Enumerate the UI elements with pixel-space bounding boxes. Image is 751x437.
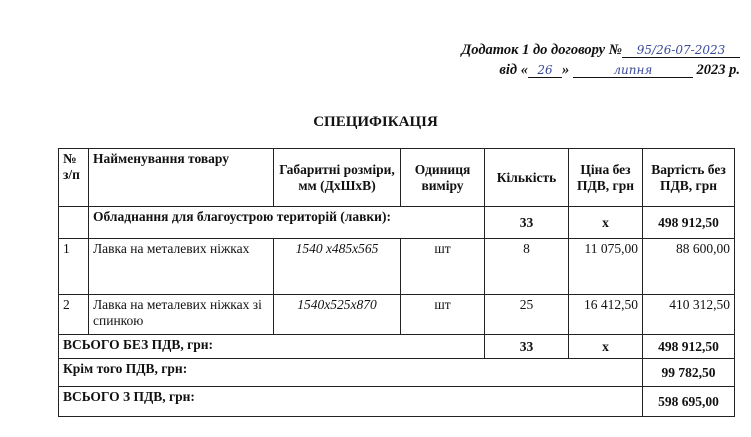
table-row	[59, 295, 735, 335]
group-num	[59, 207, 89, 239]
date-month-handwritten: липня	[573, 63, 693, 78]
table-header-row	[59, 149, 735, 207]
date-prefix: від «	[499, 62, 528, 78]
summary-row-total-with-vat	[59, 387, 735, 417]
specification-table	[58, 148, 735, 417]
header-name: Найменування товару	[89, 149, 274, 207]
group-name: Обладнання для благоустрою територій (лавки):	[89, 207, 485, 239]
row-name: Лавка на металевих ніжках	[89, 239, 274, 295]
row-total: 410 312,50	[643, 295, 735, 335]
group-row	[59, 207, 735, 239]
row-qty: 25	[485, 295, 569, 335]
summary-price: х	[569, 335, 643, 359]
summary-qty: 33	[485, 335, 569, 359]
table-row	[59, 239, 735, 295]
row-total: 88 600,00	[643, 239, 735, 295]
header-dims: Габаритні розміри, мм (ДхШхВ)	[274, 149, 401, 207]
row-num: 2	[59, 295, 89, 335]
summary-label: Крім того ПДВ, грн:	[59, 359, 643, 387]
row-price: 16 412,50	[569, 295, 643, 335]
group-total: 498 912,50	[643, 207, 735, 239]
row-num: 1	[59, 239, 89, 295]
row-dims: 1540х525х870	[274, 295, 401, 335]
row-qty: 8	[485, 239, 569, 295]
group-qty: 33	[485, 207, 569, 239]
summary-label: ВСЬОГО БЕЗ ПДВ, грн:	[59, 335, 485, 359]
document-title: СПЕЦИФІКАЦІЯ	[313, 114, 438, 130]
document-header	[420, 40, 740, 80]
summary-row-vat	[59, 359, 735, 387]
header-line-2	[420, 60, 740, 80]
summary-total: 99 782,50	[643, 359, 735, 387]
summary-total: 498 912,50	[643, 335, 735, 359]
header-total: Вартість без ПДВ, грн	[643, 149, 735, 207]
contract-number-handwritten: 95/26-07-2023	[622, 43, 740, 58]
row-unit: шт	[401, 295, 485, 335]
row-name: Лавка на металевих ніжках зі спинкою	[89, 295, 274, 335]
date-year: 2023 р.	[696, 62, 740, 78]
row-dims: 1540 х485х565	[274, 239, 401, 295]
summary-row-total-without-vat	[59, 335, 735, 359]
row-price: 11 075,00	[569, 239, 643, 295]
date-quote-close: »	[562, 62, 570, 78]
row-unit: шт	[401, 239, 485, 295]
annex-label: Додаток 1 до договору №	[461, 42, 622, 58]
summary-label: ВСЬОГО З ПДВ, грн:	[59, 387, 643, 417]
group-price: х	[569, 207, 643, 239]
header-line-1	[420, 40, 740, 60]
summary-total: 598 695,00	[643, 387, 735, 417]
header-qty: Кількість	[485, 149, 569, 207]
header-num: № з/п	[59, 149, 89, 207]
date-day-handwritten: 26	[528, 63, 562, 78]
header-price: Ціна без ПДВ, грн	[569, 149, 643, 207]
header-unit: Одиниця виміру	[401, 149, 485, 207]
